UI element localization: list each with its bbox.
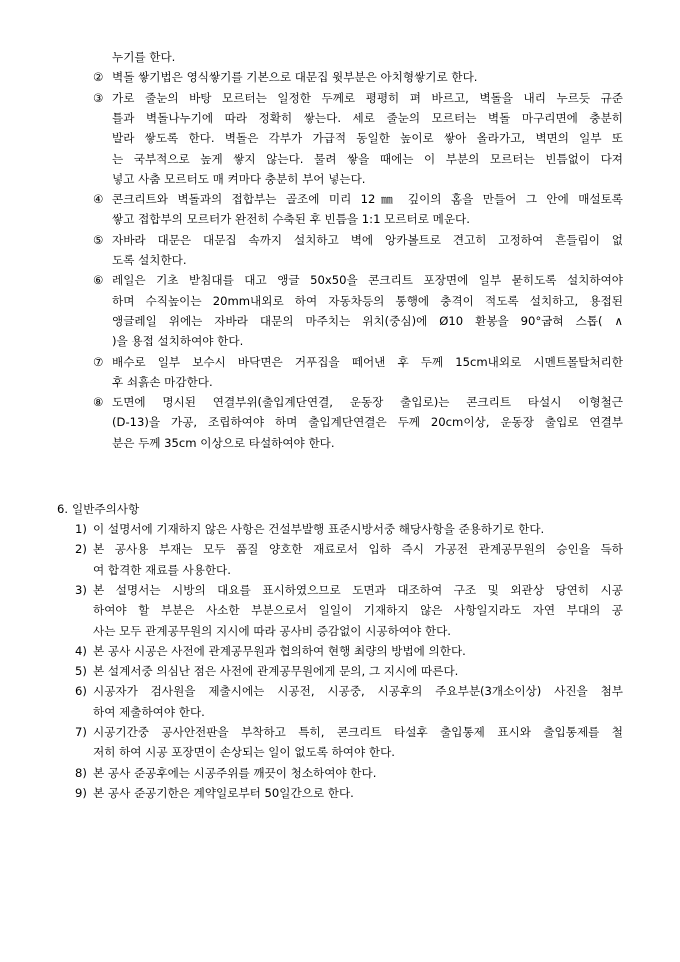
general-item-2-marker: 2) <box>75 542 87 557</box>
general-item-4-line: 본 공사 시공은 사전에 관계공무원과 협의하여 현행 최량의 방법에 의한다. <box>93 643 466 658</box>
general-item-7-line: 저히 하여 시공 포장면이 손상되는 일이 없도록 하여야 한다. <box>93 745 395 760</box>
general-item-3-line: 하여야 할 부분은 사소한 부분으로서 일일이 기재하지 않은 사항일지라도 자연 부대의 공 <box>93 603 623 618</box>
spec-item-5-line: 자바라 대문은 대문집 속까지 설치하고 벽에 앙카볼트로 견고히 고정하여 흔들림이 없 <box>112 232 623 247</box>
spec-item-3-line: 가로 줄눈의 바탕 모르터는 일정한 두께로 평평히 펴 바르고, 벽돌을 내리 누르듯 규준 <box>112 90 623 105</box>
spec-item-8-line: 도면에 명시된 연결부위(출입계단연결, 운동장 출입로)는 콘크리트 타설시 이형철근 <box>112 395 623 410</box>
general-item-8-line: 본 공사 준공후에는 시공주위를 깨끗이 청소하여야 한다. <box>93 765 377 780</box>
section-title: 일반주의사항 <box>72 502 140 516</box>
general-item-6-line: 하여 제출하여야 한다. <box>93 704 205 719</box>
spec-item-8-marker: ⑧ <box>93 395 104 410</box>
spec-item-6-line: )을 용접 설치하여야 한다. <box>112 334 244 349</box>
spec-item-8-line: 분은 두께 35cm 이상으로 타설하여야 한다. <box>112 435 335 450</box>
general-item-9-line: 본 공사 준공기한은 계약일로부터 50일간으로 한다. <box>93 785 354 800</box>
spec-item-7-line: 배수로 일부 보수시 바닥면은 거푸집을 떼어낸 후 두께 15cm내외로 시멘트몰탈처리한 <box>112 354 623 369</box>
general-item-6-line: 시공자가 검사원을 제출시에는 시공전, 시공중, 시공후의 주요부분(3개소이상) 사진을 첨부 <box>93 684 623 699</box>
spec-item-7-marker: ⑦ <box>93 354 104 369</box>
general-item-3-marker: 3) <box>75 582 87 597</box>
general-item-8-marker: 8) <box>75 765 87 780</box>
spec-item-3-marker: ③ <box>93 90 104 105</box>
general-item-2-line: 여 합격한 재료를 사용한다. <box>93 562 231 577</box>
general-item-4-marker: 4) <box>75 643 87 658</box>
spec-item-5-line: 도록 설치한다. <box>112 253 187 267</box>
spec-item-5-marker: ⑤ <box>93 232 104 247</box>
spec-item-3-line: 넣고 사춤 모르터도 매 켜마다 충분히 부어 넣는다. <box>112 171 366 186</box>
spec-item-4-line: 콘크리트와 벽돌과의 접합부는 골조에 미리 12㎜ 깊이의 홈을 만들어 그 안에 매설토록 <box>112 192 623 207</box>
spec-item-4-line: 쌓고 접합부의 모르터가 완전히 수축된 후 빈틈을 1:1 모르터로 메운다. <box>112 212 470 227</box>
spec-item-7-line: 후 쇠흙손 마감한다. <box>112 374 213 389</box>
spec-item-1-line: 누기를 한다. <box>112 50 176 64</box>
general-item-3-line: 사는 모두 관계공무원의 지시에 따라 공사비 증감없이 시공하여야 한다. <box>93 623 451 638</box>
spec-item-8-line: (D-13)을 가공, 조립하여야 하며 출입계단연결은 두께 20cm이상, 운동장 출입로 연결부 <box>112 415 623 430</box>
spec-item-4-marker: ④ <box>93 192 104 207</box>
spec-item-6-line: 하며 수직높이는 20mm내외로 하여 자동차등의 통행에 충격이 적도록 설치하고, 용접된 <box>112 293 623 308</box>
spec-item-3-line: 발라 쌓도록 한다. 벽돌은 각부가 가급적 동일한 높이로 쌓아 올라가고, 벽면의 일부 또 <box>112 131 623 146</box>
general-item-1-line: 이 설명서에 기재하지 않은 사항은 건설부발행 표준시방서중 해당사항을 준용하기로 한다. <box>93 522 545 536</box>
general-item-5-marker: 5) <box>75 664 87 679</box>
section-number: 6. <box>57 502 69 516</box>
spec-item-2-line: 벽돌 쌓기법은 영식쌓기를 기본으로 대문집 윗부분은 아치형쌓기로 한다. <box>112 70 478 85</box>
general-item-1-marker: 1) <box>75 522 87 536</box>
spec-item-6-marker: ⑥ <box>93 273 104 288</box>
spec-item-6-line: 레일은 기초 받침대를 대고 앵글 50x50을 콘크리트 포장면에 일부 묻히도록 설치하여야 <box>112 273 623 288</box>
spec-item-6-line: 앵글레일 위에는 자바라 대문의 마주치는 위치(중심)에 Ø10 환봉을 90°굽혀 스톱( ∧ <box>112 313 623 328</box>
general-item-2-line: 본 공사용 부재는 모두 품질 양호한 재료로서 입하 즉시 가공전 관계공무원의 승인을 득하 <box>93 542 623 557</box>
general-item-6-marker: 6) <box>75 684 87 699</box>
spec-item-3-line: 틀과 벽돌나누기에 따라 정확히 쌓는다. 세로 줄눈의 모르터는 벽돌 마구리면에 충분히 <box>112 110 623 125</box>
general-item-5-line: 본 설계서중 의심난 점은 사전에 관계공무원에게 문의, 그 지시에 따른다. <box>93 664 459 679</box>
spec-item-3-line: 는 국부적으로 높게 쌓지 않는다. 물려 쌓을 때에는 이 부분의 모르터는 빈틈없이 다져 <box>112 151 623 166</box>
spec-item-2-marker: ② <box>93 70 104 85</box>
general-item-9-marker: 9) <box>75 785 87 800</box>
general-item-7-line: 시공기간중 공사안전판을 부착하고 특히, 콘크리트 타설후 출입통제 표시와 출입통제를 철 <box>93 725 623 739</box>
general-item-7-marker: 7) <box>75 725 87 739</box>
general-item-3-line: 본 설명서는 시방의 대요를 표시하였으므로 도면과 대조하여 구조 및 외관상 당연히 시공 <box>93 582 623 597</box>
